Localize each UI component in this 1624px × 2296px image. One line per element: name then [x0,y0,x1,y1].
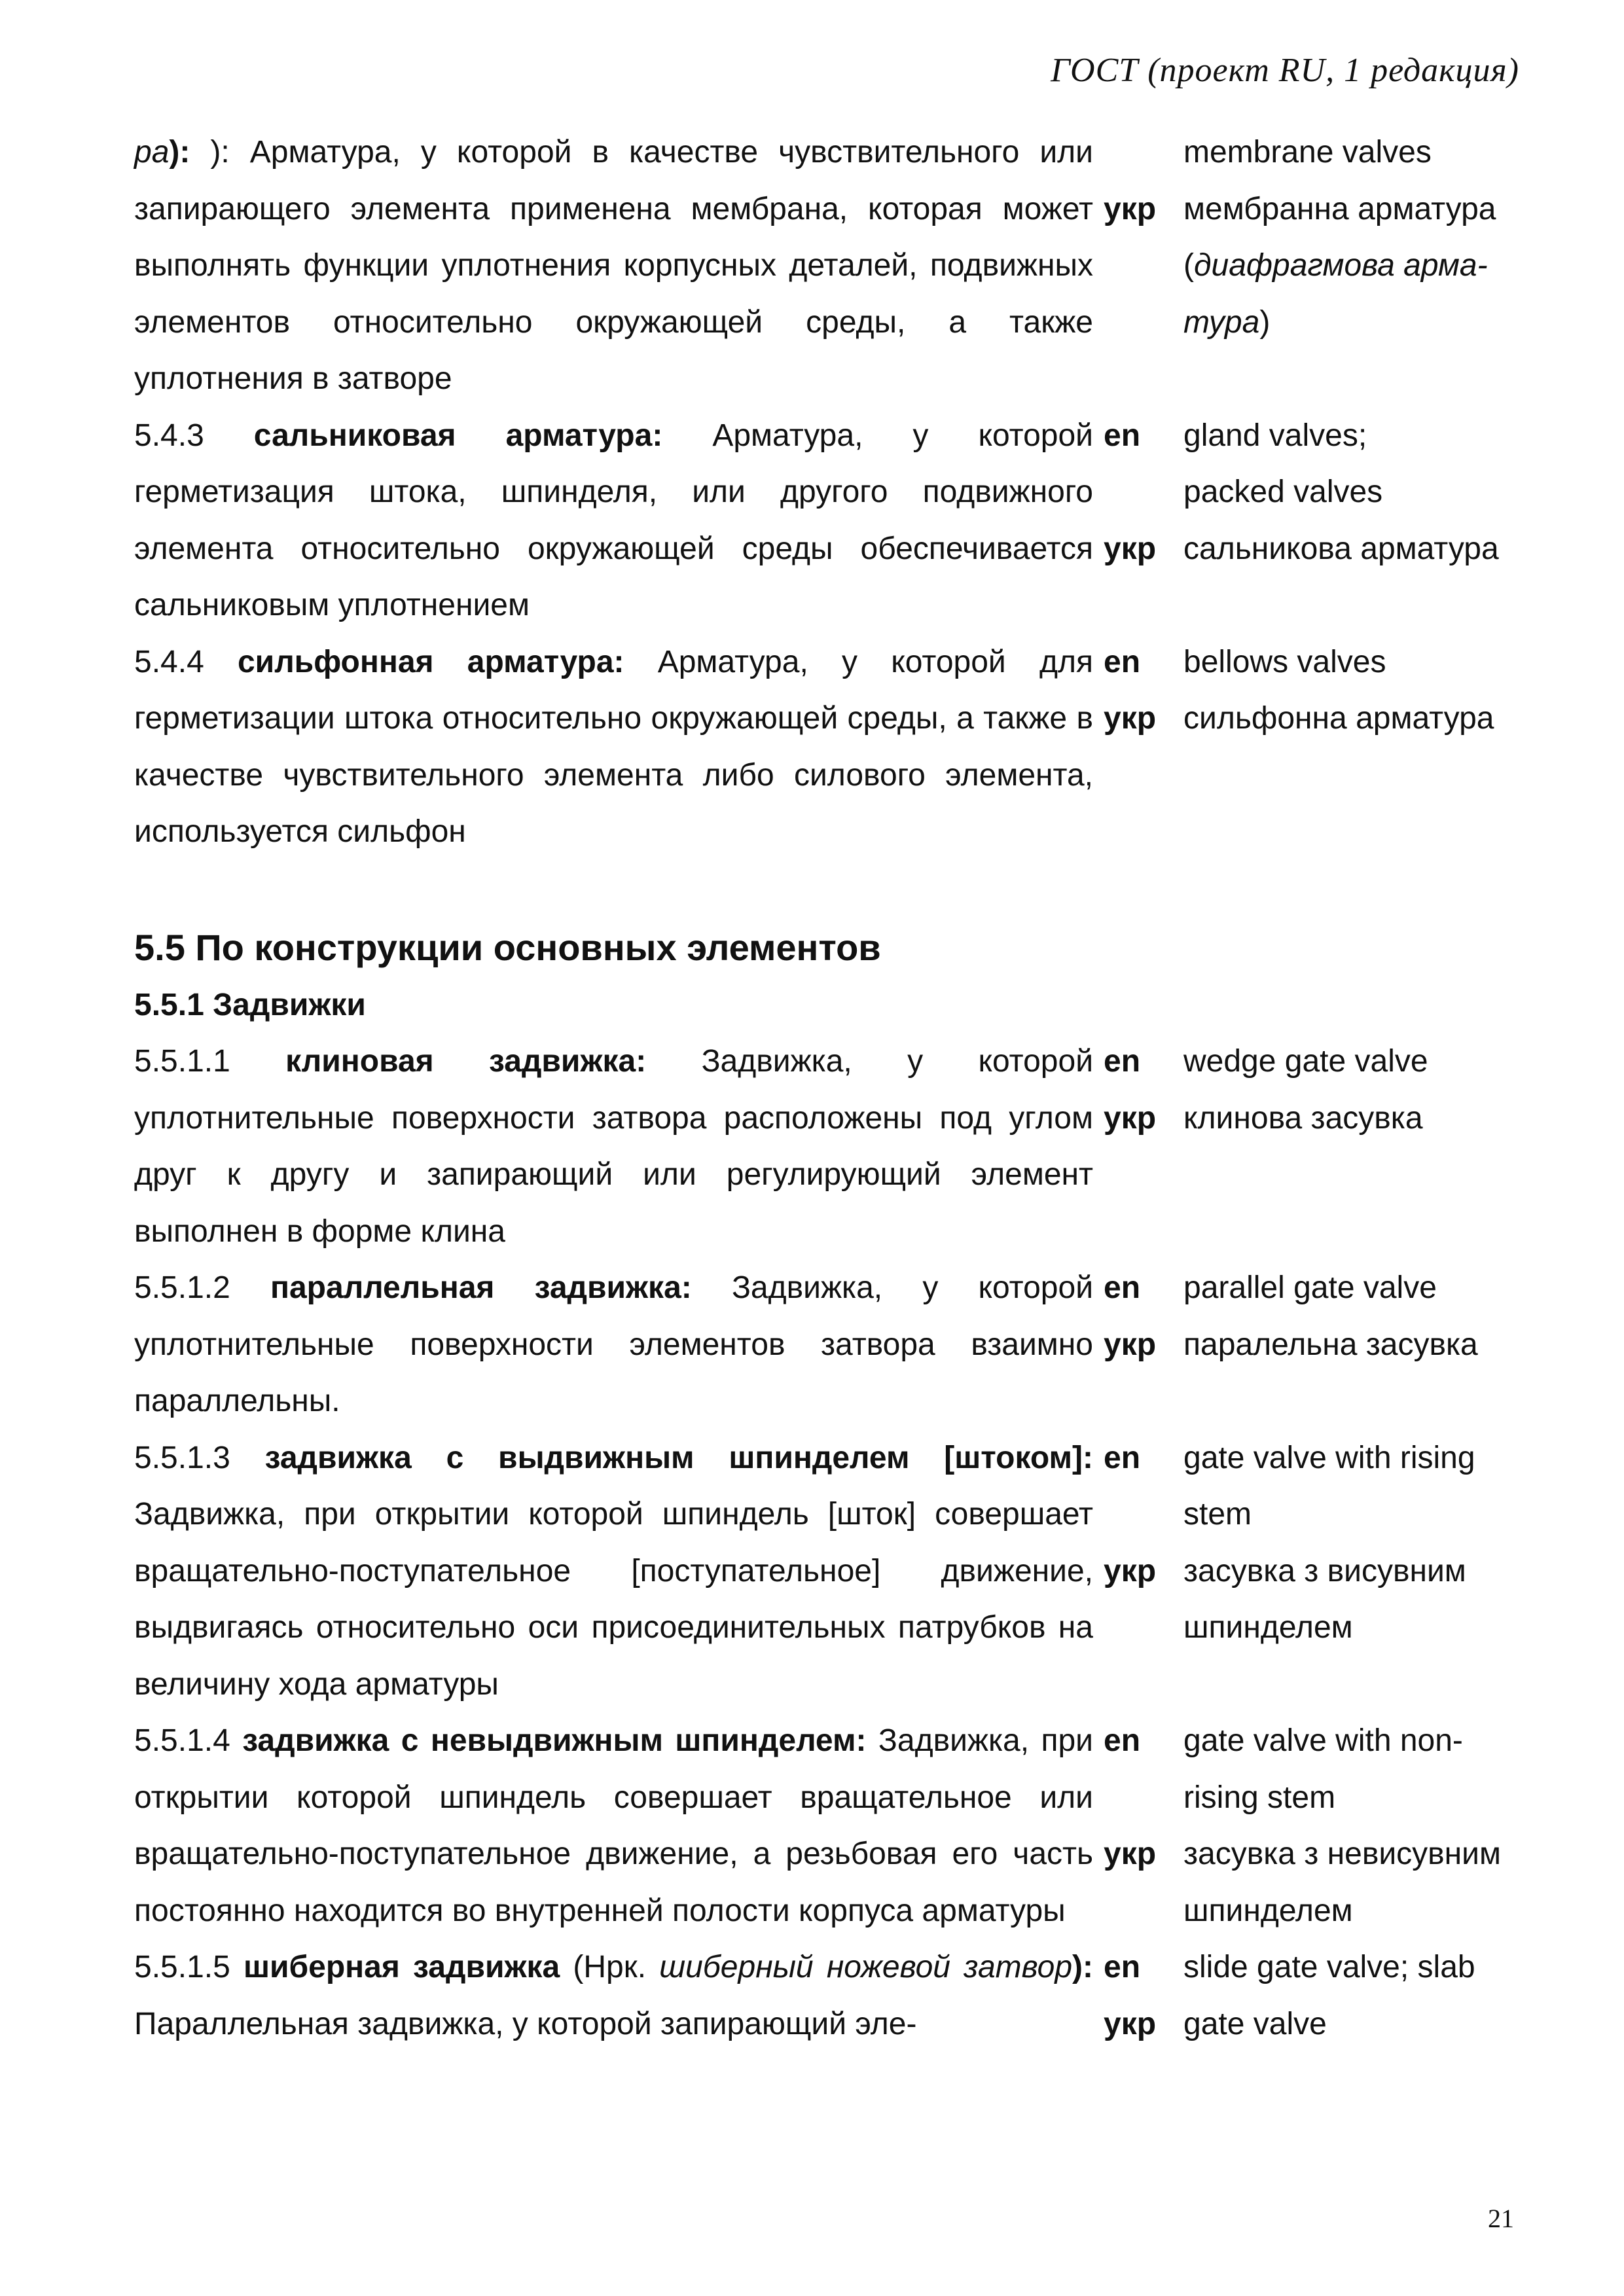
entry-note-italic: шиберный ножевой затвор [659,1950,1073,1984]
entry-5-4-4 [134,634,1535,861]
definition-text: Параллельная задвижка, у которой запирающий эле- [134,2006,917,2041]
entry-term: клиновая задвижка: [285,1044,647,1079]
lang-column: en укр [1104,1270,1157,1362]
entry-number: 5.5.1.2 [134,1270,230,1305]
entry-term: шиберная задвижка [243,1950,560,1984]
entry-number: 5.5.1.5 [134,1950,230,1984]
entry-definition [134,1939,1093,2053]
entry-definition [134,634,1093,861]
subsection-heading: 5.5.1 Задвижки [134,987,366,1022]
translation-uk-alt: (диафрагмова арма- [1183,248,1488,283]
page-content [134,124,1535,2053]
entry-term: задвижка с выдвижным шпинделем [штоком]: [264,1440,1093,1475]
entry-definition [134,1430,1093,1713]
standard-header: ГОСТ (проект RU, 1 редакция) [1051,52,1519,89]
lang-column: en укр [1104,1723,1157,1871]
translation-column: parallel gate valve паралельна засувка [1183,1270,1478,1362]
lang-column: en укр [1104,418,1157,566]
definition-text: Задвижка, у которой уплотнительные поверхности затвора расположены под углом друг к другу и запирающий или регулирующий элемент выполнен в форме клина [134,1044,1094,1249]
entry-definition [134,1713,1093,1939]
section-heading: 5.5 По конструкции основных элементов [134,926,881,968]
translation-column [1183,124,1535,351]
entry-5-5-1-1 [134,1033,1535,1260]
definition-text: ): Арматура, у которой в качестве чувствительного или запирающего элемента применена мембрана, которая может выполнять функции уплотнения корпусных деталей, подвижных элементов относительно окружающей среды, а также уплотнения в затворе [134,135,1093,396]
definition-text: Задвижка, у которой уплотнительные поверхности элементов затвора взаимно параллельны. [134,1270,1094,1418]
entry-number: 5.5.1.4 [134,1723,230,1758]
lang-column: en укр [1104,644,1157,736]
translation-uk: мембранна арматура [1183,191,1496,226]
lang-column: en укр [1104,1440,1157,1588]
entry-number: 5.5.1.1 [134,1044,230,1079]
translation-column: gate valve with non- rising stem засувка з невисувним шпинделем [1183,1723,1501,1928]
lang-column: en укр [1104,1950,1157,2041]
entry-5-5-1-4 [134,1713,1535,1939]
entry-5-5-1-3 [134,1430,1535,1713]
entry-term: параллельная задвижка: [270,1270,692,1305]
lang-column: en укр [1104,1044,1157,1136]
entry-definition [134,1033,1093,1260]
entry-term: сильфонная арматура: [237,644,624,679]
entry-definition [134,408,1093,634]
translation-column: gland valves; packed valves сальникова арматура [1183,418,1499,566]
translation-column: slide gate valve; slab gate valve [1183,1950,1475,2041]
lang-column [1093,124,1183,351]
page-number: 21 [1488,2204,1514,2233]
entry-term: сальниковая арматура: [253,418,663,453]
entry-5-4-3 [134,408,1535,634]
translation-uk-alt-cont: тура) [1183,304,1271,340]
entry-note-close: ): [1072,1950,1093,1984]
entry-5-5-1-2 [134,1260,1535,1430]
entry-term: задвижка с невыдвижным шпинделем: [242,1723,867,1758]
definition-text: Задвижка, при открытии которой шпиндель совершает вращательное или вращательно-поступательное движение, а резьбовая его часть постоянно находится во внутренней полости корпуса арматуры [134,1723,1093,1928]
entry-number: 5.4.3 [134,418,204,453]
translation-column: wedge gate valve клинова засувка [1183,1044,1428,1136]
entry-5-5-1-5 [134,1939,1535,2053]
definition-text: Задвижка, при открытии которой шпиндель [шток] совершает вращательно-поступательное [поступательное] движение, выдвигаясь относительно оси присоединительных патрубков на величину хода арматуры [134,1497,1093,1702]
lang-code: укр [1104,191,1157,226]
translation-en: membrane valves [1183,135,1432,170]
translation-column: bellows valves сильфонна арматура [1183,644,1494,736]
entry-definition [134,1260,1093,1430]
entry-membrane-valves [134,124,1535,408]
entry-number: 5.4.4 [134,644,204,679]
definition-text: Арматура, у которой герметизация штока, шпинделя, или другого подвижного элемента относительно окружающей среды обеспечивается сальниковым уплотнением [134,418,1093,622]
entry-definition: ра): ): Арматура, у которой в качестве чувствительного или запирающего элемента применена мембрана, которая может выполнять функции уплотнения корпусных деталей, подвижных элементов относительно окружающей среды, а также уплотнения в затворе [134,135,1093,396]
entry-number: 5.5.1.3 [134,1440,230,1475]
entry-note-open: (Нрк. [573,1950,660,1984]
definition-text: Арматура, у которой для герметизации штока относительно окружающей среды, а также в качестве чувствительного элемента либо силового элемента, используется сильфон [134,644,1093,849]
translation-column: gate valve with rising stem засувка з висувним шпинделем [1183,1440,1475,1645]
